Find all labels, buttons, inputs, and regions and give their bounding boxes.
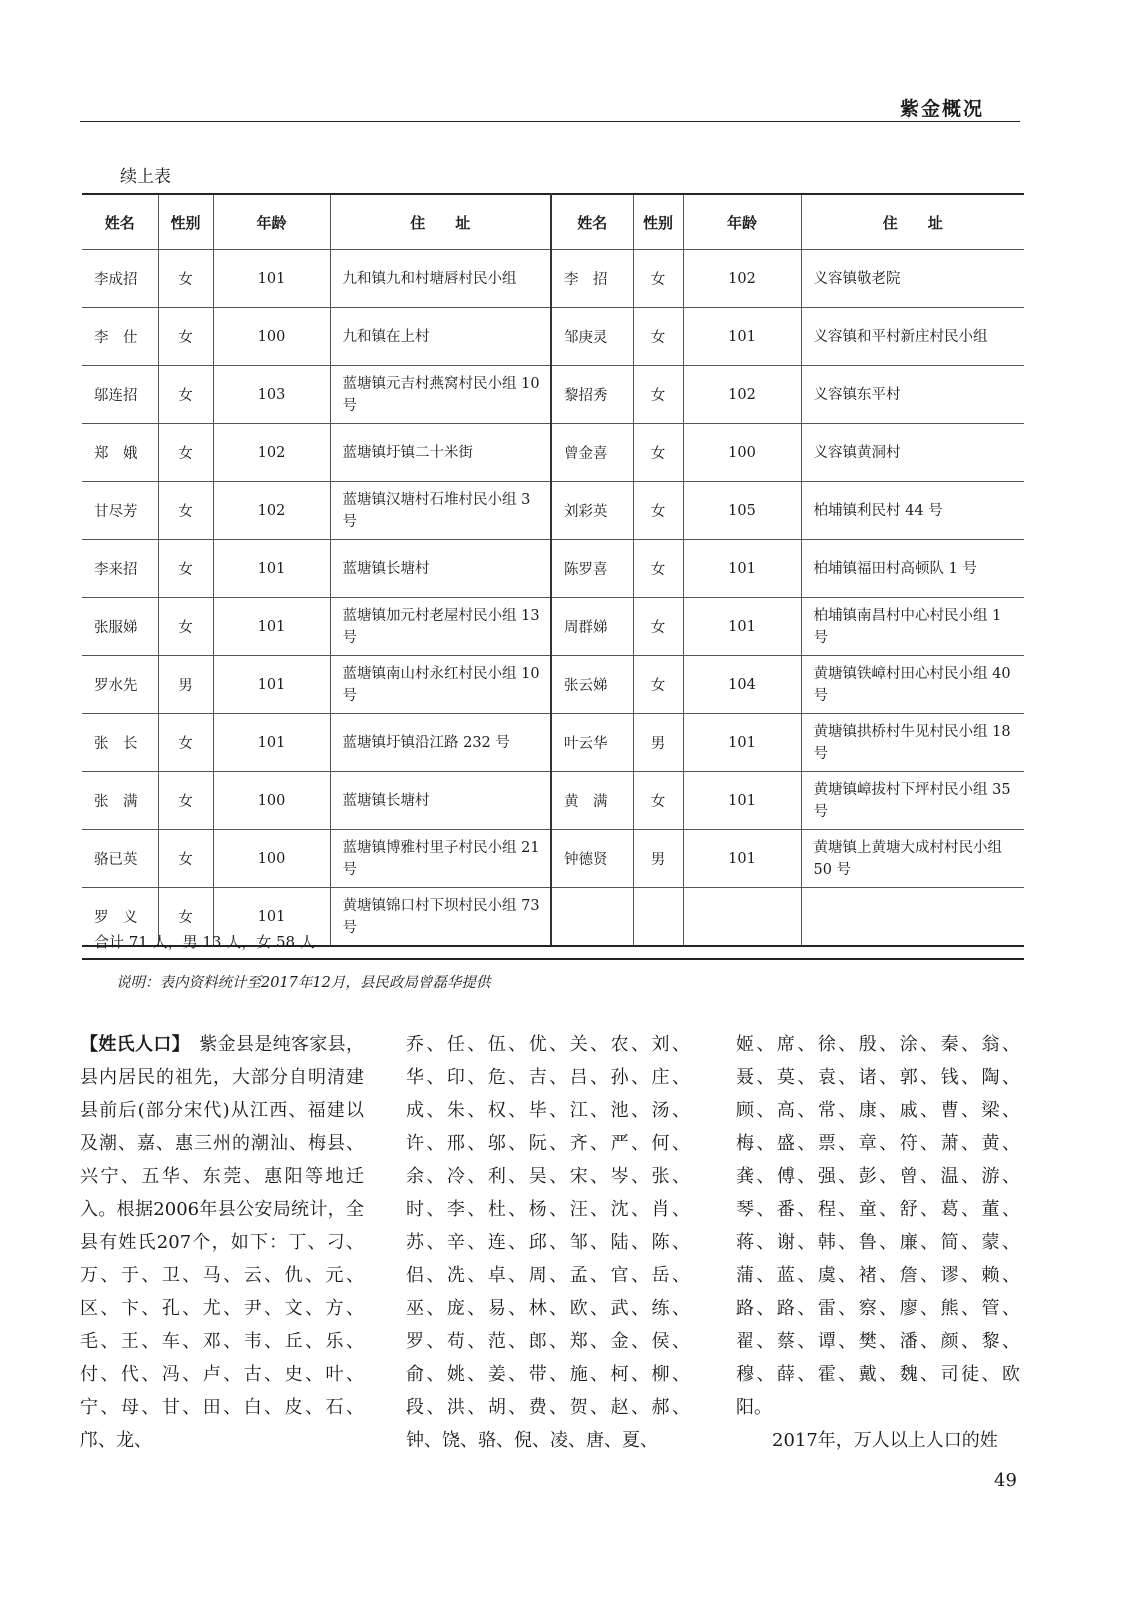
- cell-name: 李来招: [82, 540, 158, 598]
- cell-name: 陈罗喜: [551, 540, 633, 598]
- cell-name: 罗 义: [82, 888, 158, 947]
- cell-address: 蓝塘镇南山村永红村民小组 10 号: [330, 656, 551, 714]
- cell-name: 骆已英: [82, 830, 158, 888]
- cell-address: 义容镇黄洞村: [801, 424, 1024, 482]
- cell-gender: 女: [158, 540, 213, 598]
- cell-address: 蓝塘镇加元村老屋村民小组 13 号: [330, 598, 551, 656]
- cell-gender: 女: [158, 772, 213, 830]
- cell-age: 102: [683, 366, 801, 424]
- header-name: 姓名: [551, 194, 633, 250]
- cell-name: 张 满: [82, 772, 158, 830]
- cell-name: 罗水先: [82, 656, 158, 714]
- cell-age: 101: [683, 308, 801, 366]
- cell-gender: 女: [158, 888, 213, 947]
- page-number: 49: [994, 1470, 1017, 1491]
- text-column-1: [80, 1028, 364, 1457]
- cell-address: 柏埔镇南昌村中心村民小组 1号: [801, 598, 1024, 656]
- table-row: [82, 714, 1024, 772]
- header-address: 住 址: [330, 194, 551, 250]
- cell-address: 蓝塘镇长塘村: [330, 540, 551, 598]
- table-row: [82, 772, 1024, 830]
- running-header: 紫金概况: [900, 98, 985, 120]
- cell-age: 101: [213, 250, 330, 308]
- table-header-row: [82, 194, 1024, 250]
- cell-age: 101: [683, 830, 801, 888]
- header-divider: [80, 121, 1020, 122]
- cell-address: 义容镇和平村新庄村民小组: [801, 308, 1024, 366]
- cell-age: 101: [213, 598, 330, 656]
- text-column-2: [406, 1028, 690, 1457]
- cell-age: 100: [213, 308, 330, 366]
- cell-gender: 女: [158, 366, 213, 424]
- table-row: [82, 482, 1024, 540]
- cell-name: 邹庚灵: [551, 308, 633, 366]
- cell-age: 101: [683, 598, 801, 656]
- table-row: [82, 250, 1024, 308]
- column-text: 紫金县是纯客家县，县内居民的祖先，大部分自明清建县前后(部分宋代)从江西、福建以及潮、嘉、惠三州的潮汕、梅县、兴宁、五华、东莞、惠阳等地迁入。根据2006年县公安局统计，全县有姓氏207个，如下：丁、刁、万、于、卫、马、云、仇、元、区、卞、孔、尤、尹、文、方、毛、王、车、邓、韦、丘、乐、付、代、冯、卢、古、史、叶、宁、母、甘、田、白、皮、石、邝、龙、: [80, 1034, 365, 1451]
- table-row: [82, 656, 1024, 714]
- cell-age: 101: [213, 656, 330, 714]
- cell-name: 李成招: [82, 250, 158, 308]
- cell-gender: 女: [633, 540, 683, 598]
- cell-address: 柏埔镇福田村高顿队 1 号: [801, 540, 1024, 598]
- cell-age: 101: [683, 772, 801, 830]
- cell-address: 黄塘镇拱桥村牛见村民小组 18 号: [801, 714, 1024, 772]
- cell-gender: 女: [633, 308, 683, 366]
- cell-name: 黄 满: [551, 772, 633, 830]
- cell-address: 九和镇九和村塘唇村民小组: [330, 250, 551, 308]
- cell-name: 曾金喜: [551, 424, 633, 482]
- cell-name: [551, 888, 633, 947]
- cell-age: 101: [213, 540, 330, 598]
- cell-name: 邬连招: [82, 366, 158, 424]
- cell-address: 蓝塘镇博雅村里子村民小组 21 号: [330, 830, 551, 888]
- table-row: [82, 424, 1024, 482]
- cell-age: 104: [683, 656, 801, 714]
- cell-age: 100: [213, 830, 330, 888]
- cell-gender: 男: [158, 656, 213, 714]
- cell-gender: 女: [633, 656, 683, 714]
- cell-address: 蓝塘镇汉塘村石堆村民小组 3 号: [330, 482, 551, 540]
- cell-address: [801, 888, 1024, 947]
- header-name: 姓名: [82, 194, 158, 250]
- table-row: [82, 540, 1024, 598]
- cell-age: 100: [213, 772, 330, 830]
- table-note: 说明：表内资料统计至2017年12月，县民政局曾磊华提供: [116, 975, 491, 991]
- column-text-continuation: 2017年，万人以上人口的姓: [772, 1430, 998, 1451]
- cell-gender: 女: [158, 424, 213, 482]
- cell-gender: [633, 888, 683, 947]
- column-text: 乔、任、伍、优、关、农、刘、华、印、危、吉、吕、孙、庄、成、朱、权、毕、江、池、汤、许、邢、邬、阮、齐、严、何、余、冷、利、吴、宋、岑、张、时、李、杜、杨、汪、沈、肖、苏、辛、连、邱、邹、陆、陈、侣、冼、卓、周、孟、官、岳、巫、庞、易、林、欧、武、练、罗、苟、范、郎、郑、金、侯、俞、姚、姜、带、施、柯、柳、段、洪、胡、费、贺、赵、郝、钟、饶、骆、倪、凌、唐、夏、: [406, 1034, 690, 1451]
- cell-address: 柏埔镇利民村 44 号: [801, 482, 1024, 540]
- cell-age: 102: [683, 250, 801, 308]
- cell-gender: 女: [633, 482, 683, 540]
- cell-gender: 女: [633, 598, 683, 656]
- cell-address: 义容镇敬老院: [801, 250, 1024, 308]
- cell-address: 蓝塘镇圩镇二十米街: [330, 424, 551, 482]
- header-address: 住 址: [801, 194, 1024, 250]
- cell-name: 周群娣: [551, 598, 633, 656]
- cell-age: 102: [213, 424, 330, 482]
- cell-gender: 女: [633, 424, 683, 482]
- section-title: 【姓氏人口】: [80, 1034, 181, 1055]
- cell-age: 103: [213, 366, 330, 424]
- cell-name: 黎招秀: [551, 366, 633, 424]
- cell-gender: 女: [158, 830, 213, 888]
- table-total: 合计 71 人，男 13 人，女 58 人: [94, 933, 315, 951]
- cell-age: [683, 888, 801, 947]
- cell-age: 102: [213, 482, 330, 540]
- cell-gender: 女: [158, 250, 213, 308]
- cell-address: 黄塘镇上黄塘大成村村民小组 50 号: [801, 830, 1024, 888]
- text-column-3: [736, 1028, 1020, 1457]
- cell-address: 黄塘镇铁嶂村田心村民小组 40号: [801, 656, 1024, 714]
- cell-gender: 女: [158, 714, 213, 772]
- cell-gender: 男: [633, 714, 683, 772]
- header-gender: 性别: [158, 194, 213, 250]
- header-gender: 性别: [633, 194, 683, 250]
- cell-name: 张服娣: [82, 598, 158, 656]
- cell-age: 105: [683, 482, 801, 540]
- cell-address: 黄塘镇锦口村下坝村民小组 73 号: [330, 888, 551, 947]
- cell-name: 钟德贤: [551, 830, 633, 888]
- cell-gender: 女: [158, 598, 213, 656]
- table-row: [82, 366, 1024, 424]
- cell-age: 101: [683, 714, 801, 772]
- cell-address: 蓝塘镇圩镇沿江路 232 号: [330, 714, 551, 772]
- table-bottom-rule: [82, 958, 1024, 960]
- cell-gender: 女: [633, 366, 683, 424]
- table-caption: 续上表: [120, 167, 171, 187]
- cell-gender: 女: [633, 772, 683, 830]
- cell-name: 郑 娥: [82, 424, 158, 482]
- cell-name: 张 长: [82, 714, 158, 772]
- cell-age: 101: [213, 888, 330, 947]
- cell-gender: 女: [633, 250, 683, 308]
- cell-name: 张云娣: [551, 656, 633, 714]
- cell-name: 叶云华: [551, 714, 633, 772]
- cell-address: 黄塘镇嶂拔村下坪村民小组 35 号: [801, 772, 1024, 830]
- cell-address: 蓝塘镇元吉村燕窝村民小组 10 号: [330, 366, 551, 424]
- cell-name: 刘彩英: [551, 482, 633, 540]
- centenarian-table: [82, 193, 1024, 947]
- cell-address: 九和镇在上村: [330, 308, 551, 366]
- table-row: [82, 308, 1024, 366]
- cell-name: 李 仕: [82, 308, 158, 366]
- table-row: [82, 598, 1024, 656]
- cell-gender: 女: [158, 482, 213, 540]
- header-age: 年龄: [213, 194, 330, 250]
- cell-address: 义容镇东平村: [801, 366, 1024, 424]
- cell-gender: 男: [633, 830, 683, 888]
- cell-name: 李 招: [551, 250, 633, 308]
- cell-address: 蓝塘镇长塘村: [330, 772, 551, 830]
- table-row: [82, 830, 1024, 888]
- header-age: 年龄: [683, 194, 801, 250]
- column-text: 姬、席、徐、殷、涂、秦、翁、聂、莫、袁、诸、郭、钱、陶、顾、高、常、康、戚、曹、梁、梅、盛、票、章、符、萧、黄、龚、傅、强、彭、曾、温、游、琴、番、程、童、舒、葛、董、蒋、谢、韩、鲁、廉、简、蒙、蒲、蓝、虞、褚、詹、谬、赖、路、路、雷、察、廖、熊、管、翟、蔡、谭、樊、潘、颜、黎、穆、薛、霍、戴、魏、司徒、欧阳。: [736, 1034, 1020, 1418]
- cell-age: 101: [683, 540, 801, 598]
- cell-age: 100: [683, 424, 801, 482]
- cell-name: 甘尽芳: [82, 482, 158, 540]
- cell-gender: 女: [158, 308, 213, 366]
- cell-age: 101: [213, 714, 330, 772]
